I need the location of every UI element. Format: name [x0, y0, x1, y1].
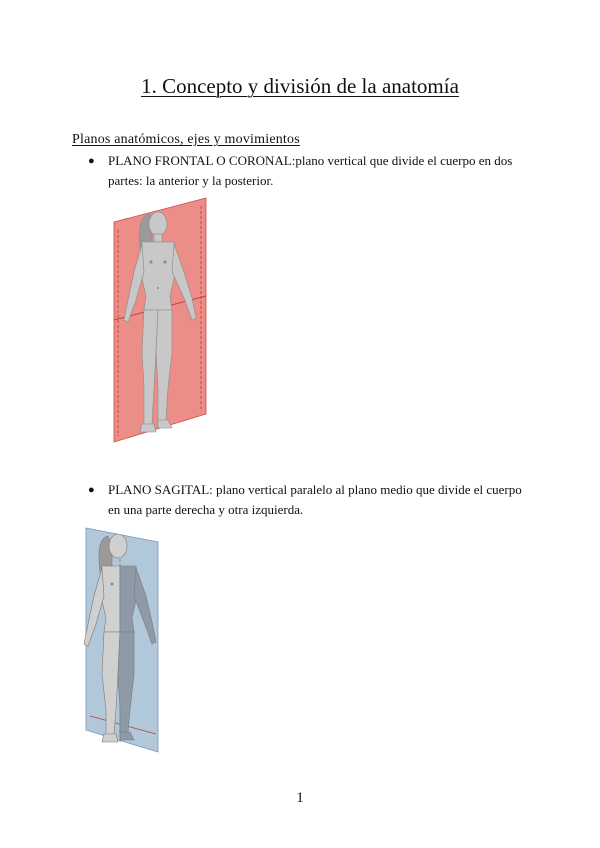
- page-title: 1. Concepto y división de la anatomía: [141, 74, 459, 98]
- frontal-plane-illustration: [106, 192, 230, 450]
- sagittal-plane-illustration: [72, 520, 172, 756]
- list-item: [88, 480, 528, 520]
- section-heading: Planos anatómicos, ejes y movimientos: [72, 132, 300, 147]
- list-item: [88, 151, 528, 191]
- bullet-icon: ●: [88, 155, 95, 167]
- bullet-icon: ●: [88, 484, 95, 496]
- list-item-text: PLANO FRONTAL O CORONAL:plano vertical que divide el cuerpo en dos partes: la anterior y la posterior.: [108, 153, 513, 188]
- list-item-text: PLANO SAGITAL: plano vertical paralelo al plano medio que divide el cuerpo en una parte derecha y otra izquierda.: [108, 482, 522, 517]
- page-number: 1: [296, 790, 304, 806]
